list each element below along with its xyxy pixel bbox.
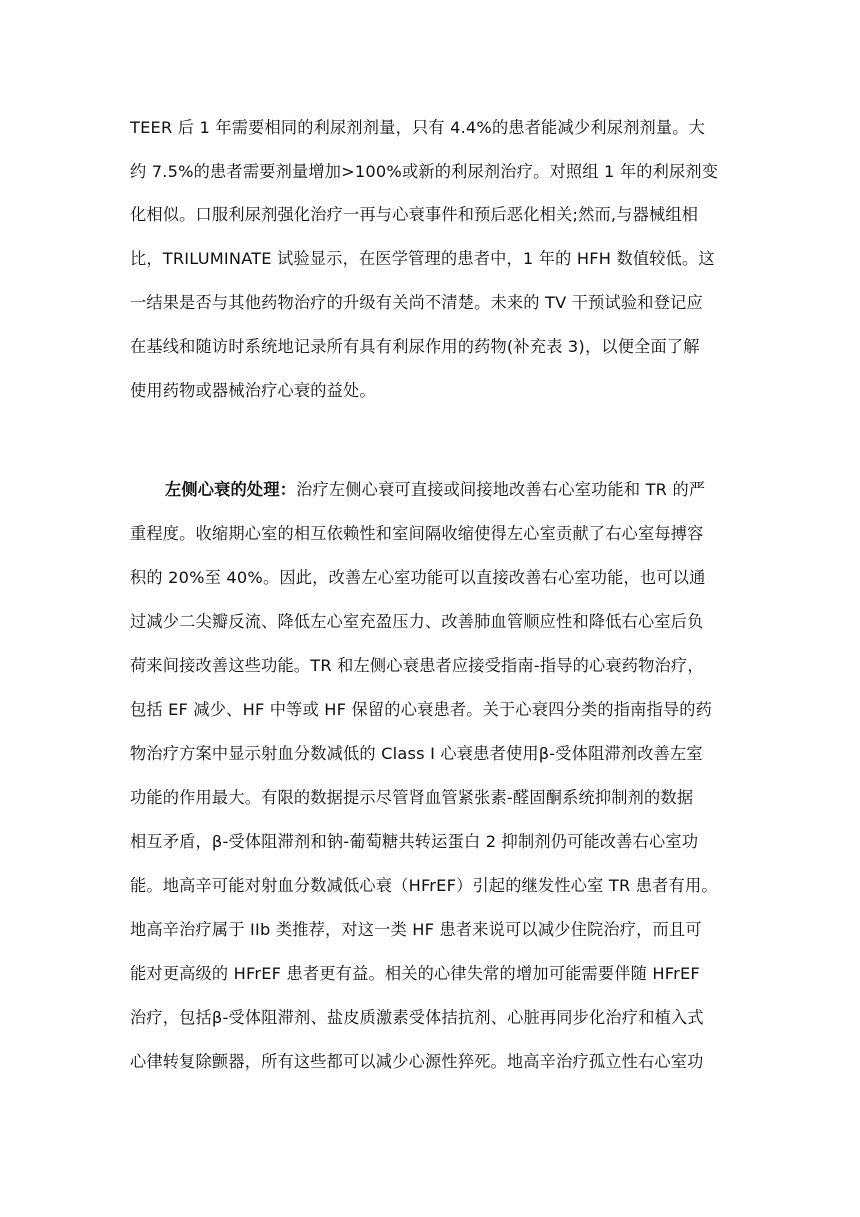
text-line: 使用药物或器械治疗心衰的益处。 <box>130 381 376 400</box>
text-line: 荷来间接改善这些功能。TR 和左侧心衰患者应接受指南-指导的心衰药物治疗， <box>130 656 704 675</box>
text-line: TEER 后 1 年需要相同的利尿剂剂量，只有 4.4%的患者能减少利尿剂剂量。大 <box>130 118 706 137</box>
section-heading: 左侧心衰的处理： <box>165 480 297 499</box>
text-line: 约 7.5%的患者需要剂量增加>100%或新的利尿剂治疗。对照组 1 年的利尿剂变 <box>130 162 719 181</box>
text-line: 功能的作用最大。有限的数据提示尽管肾血管紧张素-醛固酮系统抑制剂的数据 <box>130 788 694 807</box>
text-line: 能。地高辛可能对射血分数减低心衰（HFrEF）引起的继发性心室 TR 患者有用。 <box>130 876 718 895</box>
text-line: 一结果是否与其他药物治疗的升级有关尚不清楚。未来的 TV 干预试验和登记应 <box>130 293 703 312</box>
text-line: 在基线和随访时系统地记录所有具有利尿作用的药物(补充表 3)，以便全面了解 <box>130 337 700 356</box>
text-line: 地高辛治疗属于 IIb 类推荐，对这一类 HF 患者来说可以减少住院治疗，而且可 <box>130 920 702 939</box>
text-line: 物治疗方案中显示射血分数减低的 Class I 心衰患者使用β-受体阻滞剂改善左室 <box>130 744 703 763</box>
text-line <box>165 479 730 501</box>
text-line: 能对更高级的 HFrEF 患者更有益。相关的心律失常的增加可能需要伴随 HFrEF <box>130 964 700 983</box>
text-line: 心律转复除颤器，所有这些都可以减少心源性猝死。地高辛治疗孤立性右心室功 <box>130 1052 704 1071</box>
text-line: 重程度。收缩期心室的相互依赖性和室间隔收缩使得左心室贡献了右心室每搏容 <box>130 524 704 543</box>
text-line: 包括 EF 减少、HF 中等或 HF 保留的心衰患者。关于心衰四分类的指南指导的药 <box>130 700 713 719</box>
text-line: 过减少二尖瓣反流、降低左心室充盈压力、改善肺血管顺应性和降低右心室后负 <box>130 612 704 631</box>
text-line: 积的 20%至 40%。因此，改善左心室功能可以直接改善右心室功能，也可以通 <box>130 568 706 587</box>
text-line: 化相似。口服利尿剂强化治疗一再与心衰事件和预后恶化相关;然而,与器械组相 <box>130 205 699 224</box>
text-line: 相互矛盾，β-受体阻滞剂和钠-葡萄糖共转运蛋白 2 抑制剂仍可能改善右心室功 <box>130 832 699 851</box>
heading-continuation: 治疗左侧心衰可直接或间接地改善右心室功能和 TR 的严 <box>296 480 706 499</box>
text-line: 比，TRILUMINATE 试验显示，在医学管理的患者中，1 年的 HFH 数值较低。这 <box>130 249 715 268</box>
text-line: 治疗，包括β-受体阻滞剂、盐皮质激素受体拮抗剂、心脏再同步化治疗和植入式 <box>130 1008 704 1027</box>
